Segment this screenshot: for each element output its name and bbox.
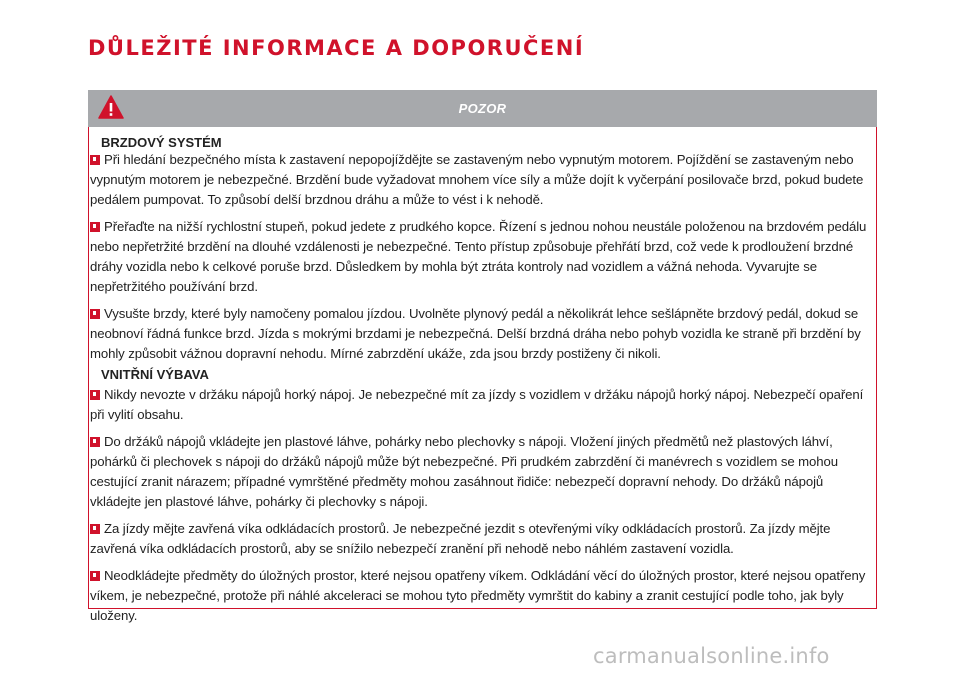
- section-heading-brakes: BRZDOVÝ SYSTÉM: [101, 135, 222, 150]
- warning-label: POZOR: [458, 101, 507, 116]
- page-title: DŮLEŽITÉ INFORMACE A DOPORUČENÍ: [88, 36, 585, 60]
- paragraph: Neodkládejte předměty do úložných prostor, které nejsou opatřeny víkem. Odkládání věcí do úložných prostor, které nejsou opatřeny víkem, je nebezpečné, protože při náhlé akceleraci se mohou tyto předměty vymrštit do kabiny a zranit cestující podle toho, jak byly uloženy.: [90, 568, 866, 623]
- bullet-icon: [90, 571, 100, 581]
- bullet-icon: [90, 437, 100, 447]
- section-heading-interior: VNITŘNÍ VÝBAVA: [101, 367, 209, 382]
- paragraph: Nikdy nevozte v držáku nápojů horký nápoj. Je nebezpečné mít za jízdy s vozidlem v držáku nápojů horký nápoj. Nebezpečí opaření při vylití obsahu.: [90, 387, 864, 422]
- bullet-icon: [90, 222, 100, 232]
- paragraph: Vysušte brzdy, které byly namočeny pomalou jízdou. Uvolněte plynový pedál a několikrát lehce sešlápněte brzdový pedál, dokud se neobnoví řádná funkce brzd. Jízda s mokrými brzdami je nebezpečná. Delší brzdná dráha nebo pohyb vozidla ke straně při brzdění by mohly způsobit vážnou dopravní nehodu. Mírné zabrzdění ukáže, zda jsou brzdy postiženy či nikoli.: [90, 306, 861, 361]
- bullet-icon: [90, 155, 100, 165]
- watermark: carmanualsonline.info: [593, 644, 830, 668]
- paragraph: Při hledání bezpečného místa k zastavení nepopojíždějte se zastaveným nebo vypnutým motorem. Pojíždění se zastaveným nebo vypnutým motorem je nebezpečné. Brzdění bude vyžadovat mnohem více síly a může dojít k vyčerpání posilovače brzd, pokud budete pedálem pumpovat. To způsobí delší brzdnou dráhu a může to vést i k nehodě.: [90, 152, 864, 207]
- warning-header: [88, 90, 877, 127]
- paragraph: Za jízdy mějte zavřená víka odkládacích prostorů. Je nebezpečné jezdit s otevřenými víky odkládacích prostorů. Za jízdy mějte zavřená víka odkládacích prostorů, aby se snížilo nebezpečí zranění při nehodě nebo náhlém zastavení vozidla.: [90, 521, 831, 556]
- bullet-icon: [90, 390, 100, 400]
- paragraph: Přeřaďte na nižší rychlostní stupeň, pokud jedete z prudkého kopce. Řízení s jednou nohou neustále položenou na brzdovém pedálu nebo nepřetržité brzdění na dlouhé vzdálenosti je nebezpečné. Tento přístup způsobuje přehřátí brzd, což vede k prodloužení brzdné dráhy vozidla nebo k celkové poruše brzd. Důsledkem by mohla být ztráta kontroly nad vozidlem a vážná nehoda. Vyvarujte se nepřetržitého používání brzd.: [90, 219, 867, 294]
- paragraph: Do držáků nápojů vkládejte jen plastové láhve, pohárky nebo plechovky s nápoji. Vložení jiných předmětů než plastových láhví, pohárků či plechovek s nápoji do držáků nápojů může být nebezpečné. Při prudkém zabrzdění či manévrech s vozidlem se mohou cestující zranit nárazem; případné vymrštěné předměty mohou zasáhnout řidiče: nebezpečí dopravní nehody. Do držáků nápojů vkládejte jen plastové láhve, pohárky či plechovky s nápoji.: [90, 434, 838, 509]
- bullet-icon: [90, 309, 100, 319]
- warning-box: [88, 127, 877, 623]
- warning-content: [90, 135, 876, 633]
- bullet-icon: [90, 524, 100, 534]
